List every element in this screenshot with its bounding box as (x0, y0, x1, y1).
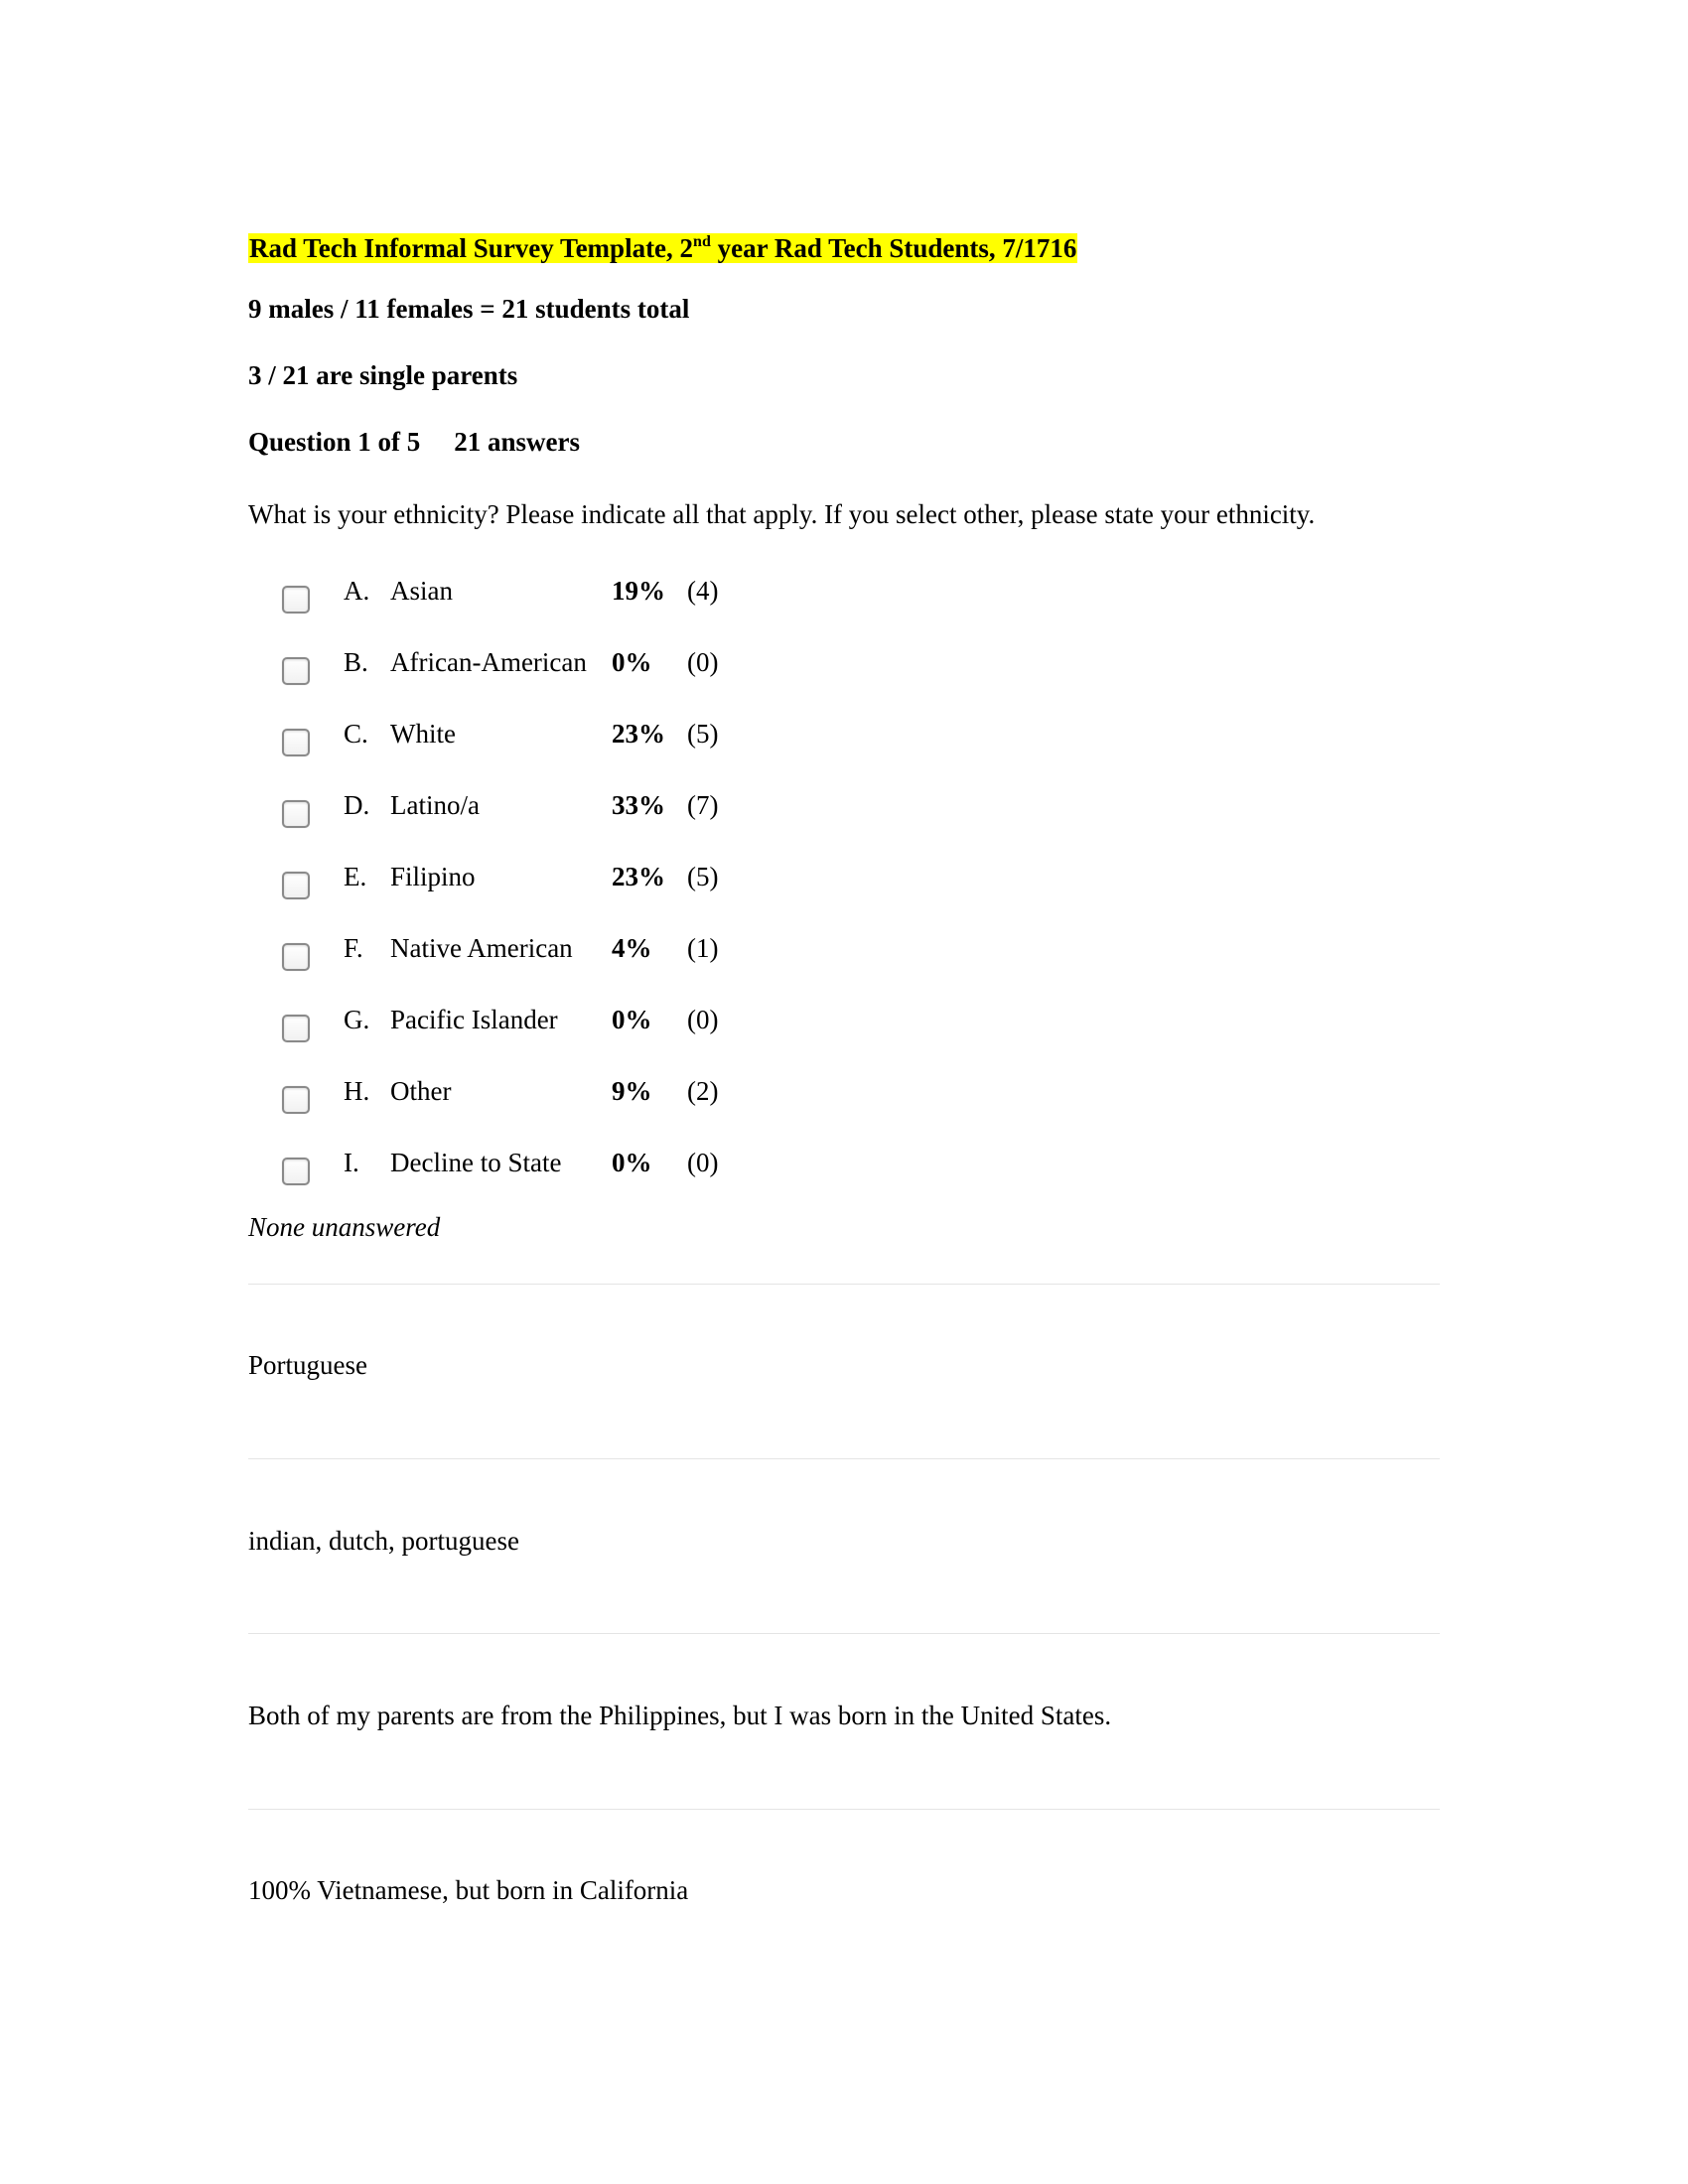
answers-count: 21 answers (454, 427, 581, 457)
option-percent: 23% (612, 719, 665, 749)
option-count: (2) (687, 1076, 719, 1106)
option-letter: G. (344, 1005, 370, 1034)
title-superscript: nd (693, 233, 711, 250)
option-count: (0) (687, 1148, 719, 1177)
option-white (282, 719, 778, 758)
gender-summary: 9 males / 11 females = 21 students total (248, 294, 690, 324)
option-pacific-islander (282, 1005, 778, 1044)
option-count: (1) (687, 933, 719, 963)
option-checkbox[interactable] (282, 872, 310, 899)
option-checkbox[interactable] (282, 586, 310, 614)
option-checkbox[interactable] (282, 657, 310, 685)
option-letter: A. (344, 576, 370, 606)
option-label: Latino/a (390, 790, 480, 820)
single-parents-summary: 3 / 21 are single parents (248, 360, 518, 390)
option-count: (0) (687, 1005, 719, 1034)
option-letter: I. (344, 1148, 359, 1177)
document-title (248, 229, 1077, 267)
option-label: Filipino (390, 862, 476, 891)
option-letter: D. (344, 790, 370, 820)
option-label: Other (390, 1076, 452, 1106)
option-letter: C. (344, 719, 368, 749)
title-highlight (248, 233, 1077, 263)
divider (248, 1809, 1440, 1810)
option-checkbox[interactable] (282, 800, 310, 828)
option-count: (0) (687, 647, 719, 677)
option-other (282, 1076, 778, 1116)
option-label: Pacific Islander (390, 1005, 558, 1034)
question-number: Question 1 of 5 (248, 427, 421, 457)
option-native-american (282, 933, 778, 973)
question-header (248, 427, 580, 458)
option-checkbox[interactable] (282, 1086, 310, 1114)
option-label: Native American (390, 933, 573, 963)
option-letter: F. (344, 933, 363, 963)
option-count: (7) (687, 790, 719, 820)
option-percent: 33% (612, 790, 665, 820)
option-percent: 23% (612, 862, 665, 891)
option-percent: 9% (612, 1076, 652, 1106)
option-letter: E. (344, 862, 367, 891)
divider (248, 1458, 1440, 1459)
option-label: African-American (390, 647, 587, 677)
option-african-american (282, 647, 778, 687)
unanswered-note: None unanswered (248, 1212, 441, 1242)
divider (248, 1633, 1440, 1634)
option-count: (5) (687, 862, 719, 891)
other-response: indian, dutch, portuguese (248, 1526, 519, 1556)
option-label: White (390, 719, 456, 749)
divider (248, 1284, 1440, 1285)
option-checkbox[interactable] (282, 1015, 310, 1042)
option-label: Asian (390, 576, 453, 606)
option-letter: H. (344, 1076, 370, 1106)
option-checkbox[interactable] (282, 1158, 310, 1185)
option-filipino (282, 862, 778, 901)
option-count: (5) (687, 719, 719, 749)
other-response: Both of my parents are from the Philippines, but I was born in the United States. (248, 1701, 1112, 1730)
option-checkbox[interactable] (282, 943, 310, 971)
option-percent: 4% (612, 933, 652, 963)
title-text-end: year Rad Tech Students, 7/1716 (710, 233, 1077, 263)
option-letter: B. (344, 647, 368, 677)
option-percent: 0% (612, 1005, 652, 1034)
option-asian (282, 576, 778, 615)
option-checkbox[interactable] (282, 729, 310, 756)
other-response: Portuguese (248, 1350, 367, 1380)
other-response: 100% Vietnamese, but born in California (248, 1875, 689, 1905)
question-prompt: What is your ethnicity? Please indicate all that apply. If you select other, please state your ethnicity. (248, 499, 1316, 529)
option-percent: 0% (612, 1148, 652, 1177)
option-latino (282, 790, 778, 830)
option-percent: 0% (612, 647, 652, 677)
title-text-start: Rad Tech Informal Survey Template, 2 (249, 233, 694, 263)
option-decline-to-state (282, 1148, 778, 1187)
option-percent: 19% (612, 576, 665, 606)
option-label: Decline to State (390, 1148, 562, 1177)
option-count: (4) (687, 576, 719, 606)
